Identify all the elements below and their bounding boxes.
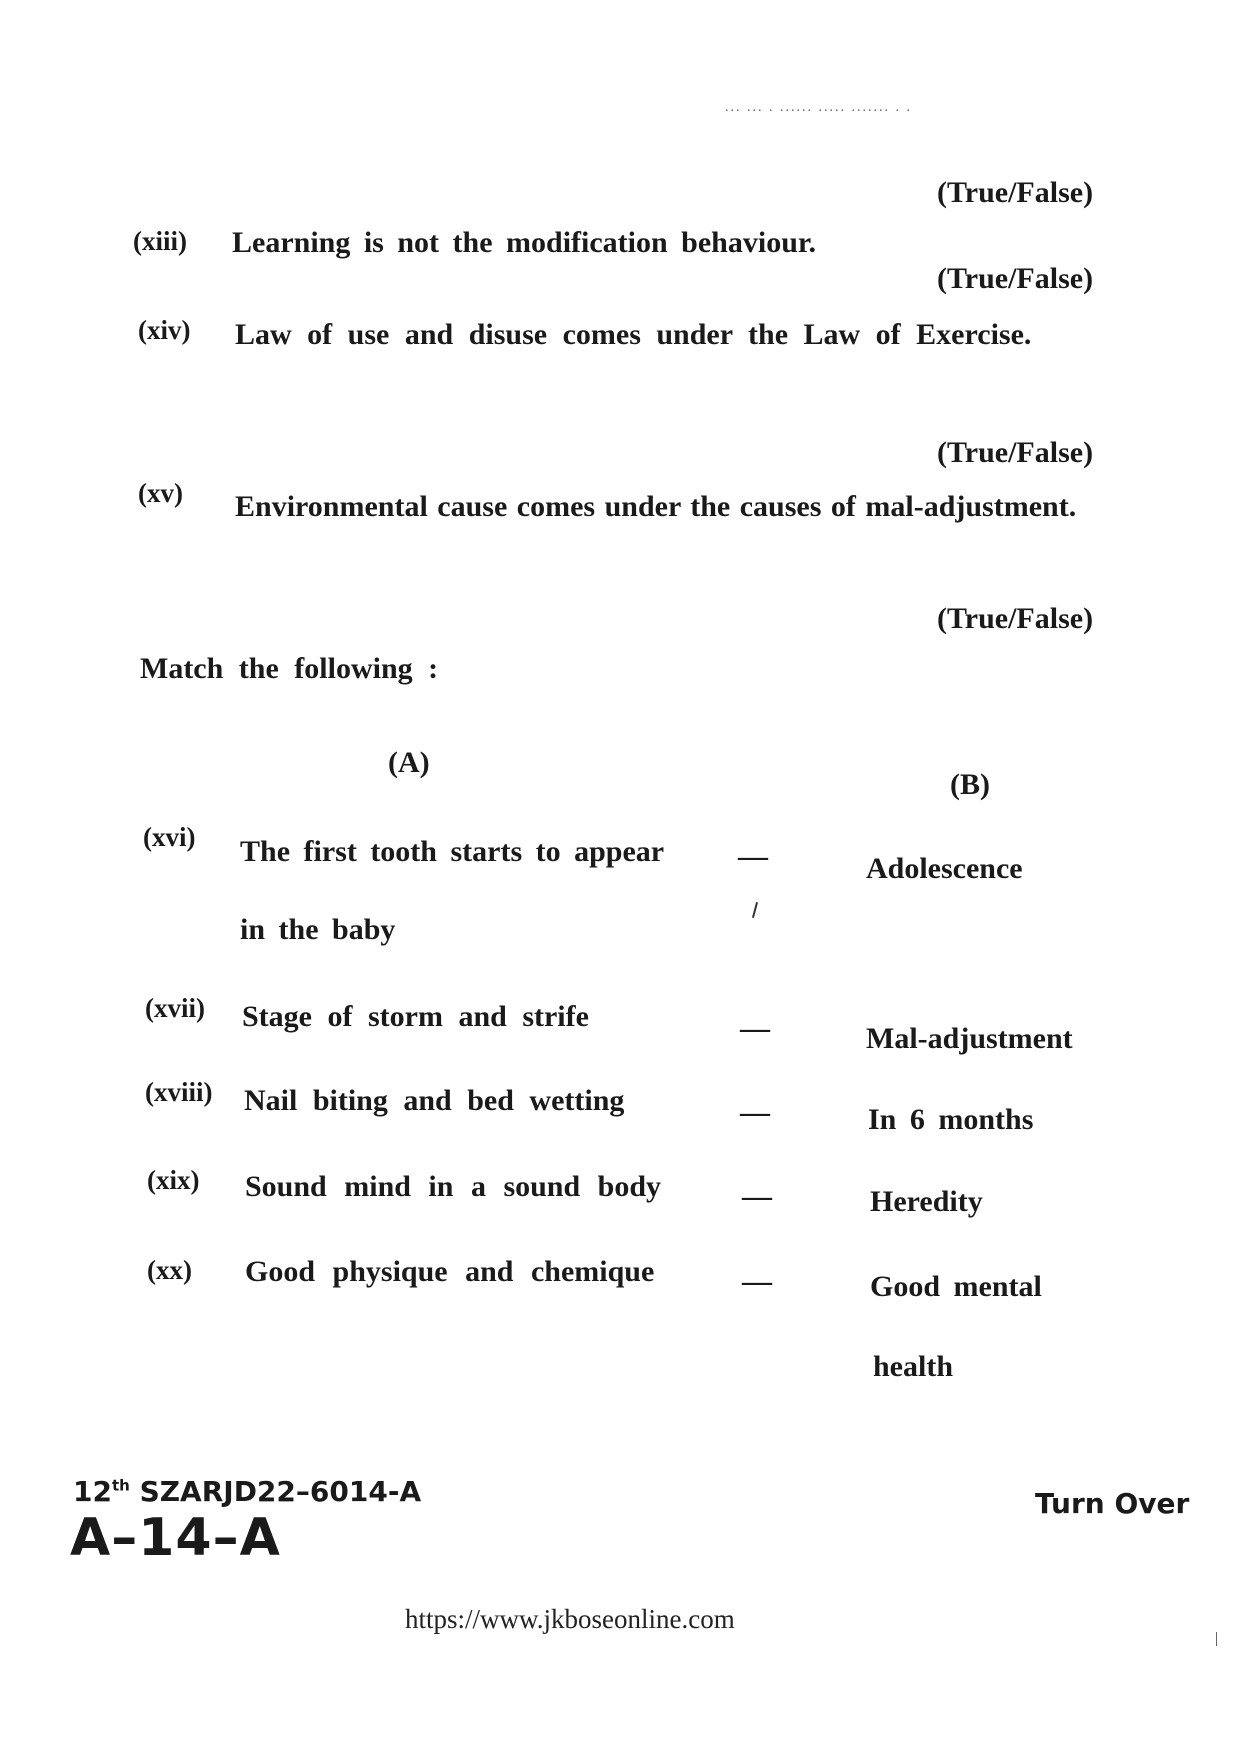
paper-code-text: SZARJD22–6014-A <box>129 1475 422 1508</box>
match-a-text: Stage of storm and strife <box>242 1000 589 1033</box>
stray-mark <box>1216 1632 1217 1646</box>
question-text: Law of use and disuse comes under the Law of Exercise. <box>235 318 1032 351</box>
question-text: Learning is not the modification behaviour. <box>232 226 816 259</box>
match-dash: — <box>740 1096 770 1129</box>
paper-code-sup: th <box>111 1476 130 1495</box>
column-a-header: (A) <box>388 746 430 779</box>
match-b-text: Mal-adjustment <box>866 1022 1073 1055</box>
question-number: (xv) <box>138 478 183 508</box>
match-number: (xviii) <box>145 1077 213 1107</box>
match-a-text: in the baby <box>240 913 396 946</box>
match-number: (xvi) <box>143 822 196 852</box>
match-b-text: health <box>873 1350 954 1383</box>
question-number: (xiv) <box>138 315 191 345</box>
match-a-text: Sound mind in a sound body <box>245 1170 662 1203</box>
question-text: Environmental cause comes under the causes of mal-adjustment. <box>235 490 1077 523</box>
series-code: A–14–A <box>70 1508 281 1568</box>
paper-code <box>73 1475 421 1508</box>
true-false-option: (True/False) <box>937 602 1094 635</box>
match-b-text: Good mental <box>870 1270 1042 1303</box>
match-a-text: The first tooth starts to appear <box>240 835 665 868</box>
match-b-text: In 6 months <box>868 1103 1034 1136</box>
match-dash: — <box>740 1012 770 1045</box>
match-b-text: Heredity <box>870 1185 983 1218</box>
turn-over: Turn Over <box>1035 1487 1190 1520</box>
match-b-text: Adolescence <box>866 852 1023 885</box>
website-url: https://www.jkboseonline.com <box>405 1604 735 1634</box>
match-a-text: Nail biting and bed wetting <box>244 1084 625 1117</box>
paper-code-prefix: 12 <box>73 1475 112 1508</box>
match-dash: — <box>738 840 768 873</box>
match-instruction: Match the following : <box>140 652 439 685</box>
faded-header: ... ... . ...... ..... ....... . . <box>725 100 912 115</box>
column-b-header: (B) <box>950 768 990 801</box>
stray-mark <box>752 902 758 918</box>
match-a-text: Good physique and chemique <box>245 1255 655 1288</box>
true-false-option: (True/False) <box>937 262 1094 295</box>
true-false-option: (True/False) <box>937 436 1094 469</box>
question-number: (xiii) <box>133 226 187 256</box>
true-false-option: (True/False) <box>937 176 1094 209</box>
match-number: (xix) <box>147 1165 200 1195</box>
match-number: (xvii) <box>145 993 205 1023</box>
match-dash: — <box>742 1265 772 1298</box>
match-dash: — <box>742 1180 772 1213</box>
match-number: (xx) <box>147 1255 192 1285</box>
